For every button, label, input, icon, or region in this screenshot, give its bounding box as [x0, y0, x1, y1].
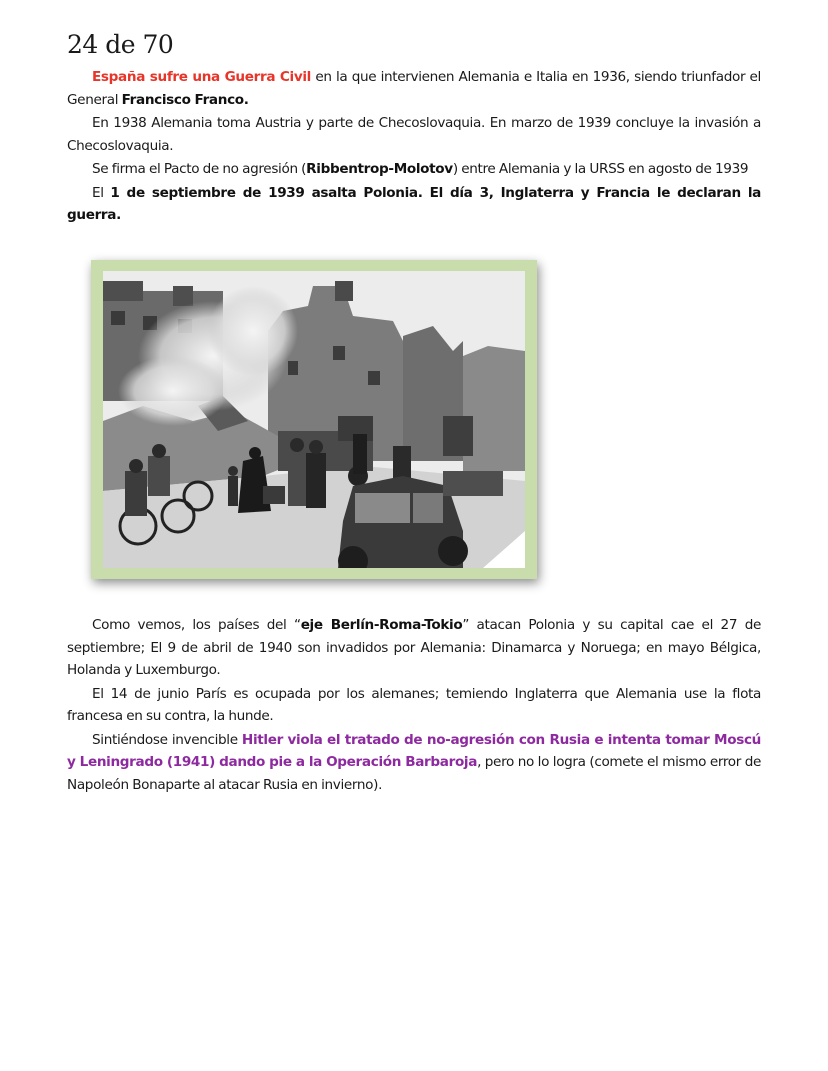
- bold-poland-invasion: 1 de septiembre de 1939 asalta Polonia. El día 3, Inglaterra y Francia le declaran la guerra.: [67, 184, 761, 223]
- bold-franco: Francisco Franco.: [121, 91, 249, 108]
- paragraph-axis-attack: [67, 614, 761, 682]
- paragraph-operation-barbarossa: [67, 729, 761, 797]
- bold-axis: eje Berlín-Roma-Tokio: [300, 617, 463, 633]
- paragraph-text: ” atacan Polonia y su capital cae el 27 de septiembre; El 9 de abril de 1940 son invadidos por Alemania: Dinamarca y Noruega; en mayo Bélgica, Holanda y Luxemburgo.: [67, 617, 761, 678]
- highlight-spanish-civil-war: España sufre una Guerra Civil: [92, 69, 311, 85]
- bold-ribbentrop-molotov: Ribbentrop-Molotov: [306, 161, 453, 177]
- highlight-barbarossa: Hitler viola el tratado de no-agresión con Rusia e intenta tomar Moscú y Leningrado (1941) dando pie a la Operación Barbaroja: [67, 731, 761, 770]
- paragraph-text: El 14 de junio París es ocupada por los alemanes; temiendo Inglaterra que Alemania use la flota francesa en su contra, la hunde.: [67, 685, 761, 724]
- paragraph-poland-invasion: [67, 182, 761, 227]
- paragraph-text: El: [92, 184, 111, 201]
- page-number: 24 de 70: [67, 30, 174, 59]
- text-section-bottom: [67, 614, 761, 797]
- photo-frame: [91, 260, 537, 579]
- paragraph-pact: [67, 158, 761, 181]
- paragraph-text: Se firma el Pacto de no agresión (: [92, 161, 307, 177]
- paragraph-paris-occupation: [67, 683, 761, 728]
- war-ruins-photo-illustration: [103, 271, 525, 568]
- paragraph-text: Como vemos, los países del “: [92, 617, 301, 633]
- paragraph-text: en la que intervienen Alemania e Italia en 1936, siendo triunfador el General: [67, 69, 761, 108]
- paragraph-text: , pero no lo logra (comete el mismo error de Napoleón Bonaparte al atacar Rusia en invierno).: [67, 754, 762, 793]
- paragraph-text: Sintiéndose invencible: [92, 731, 242, 748]
- paragraph-austria-czechoslovakia: [67, 112, 761, 157]
- paragraph-text: En 1938 Alemania toma Austria y parte de Checoslovaquia. En marzo de 1939 concluye la invasión a Checoslovaquia.: [67, 115, 761, 154]
- paragraph-spanish-civil-war: [67, 66, 761, 111]
- text-section-top: [67, 66, 761, 228]
- war-ruins-photo: [103, 271, 525, 568]
- paragraph-text: ) entre Alemania y la URSS en agosto de 1939: [452, 161, 749, 177]
